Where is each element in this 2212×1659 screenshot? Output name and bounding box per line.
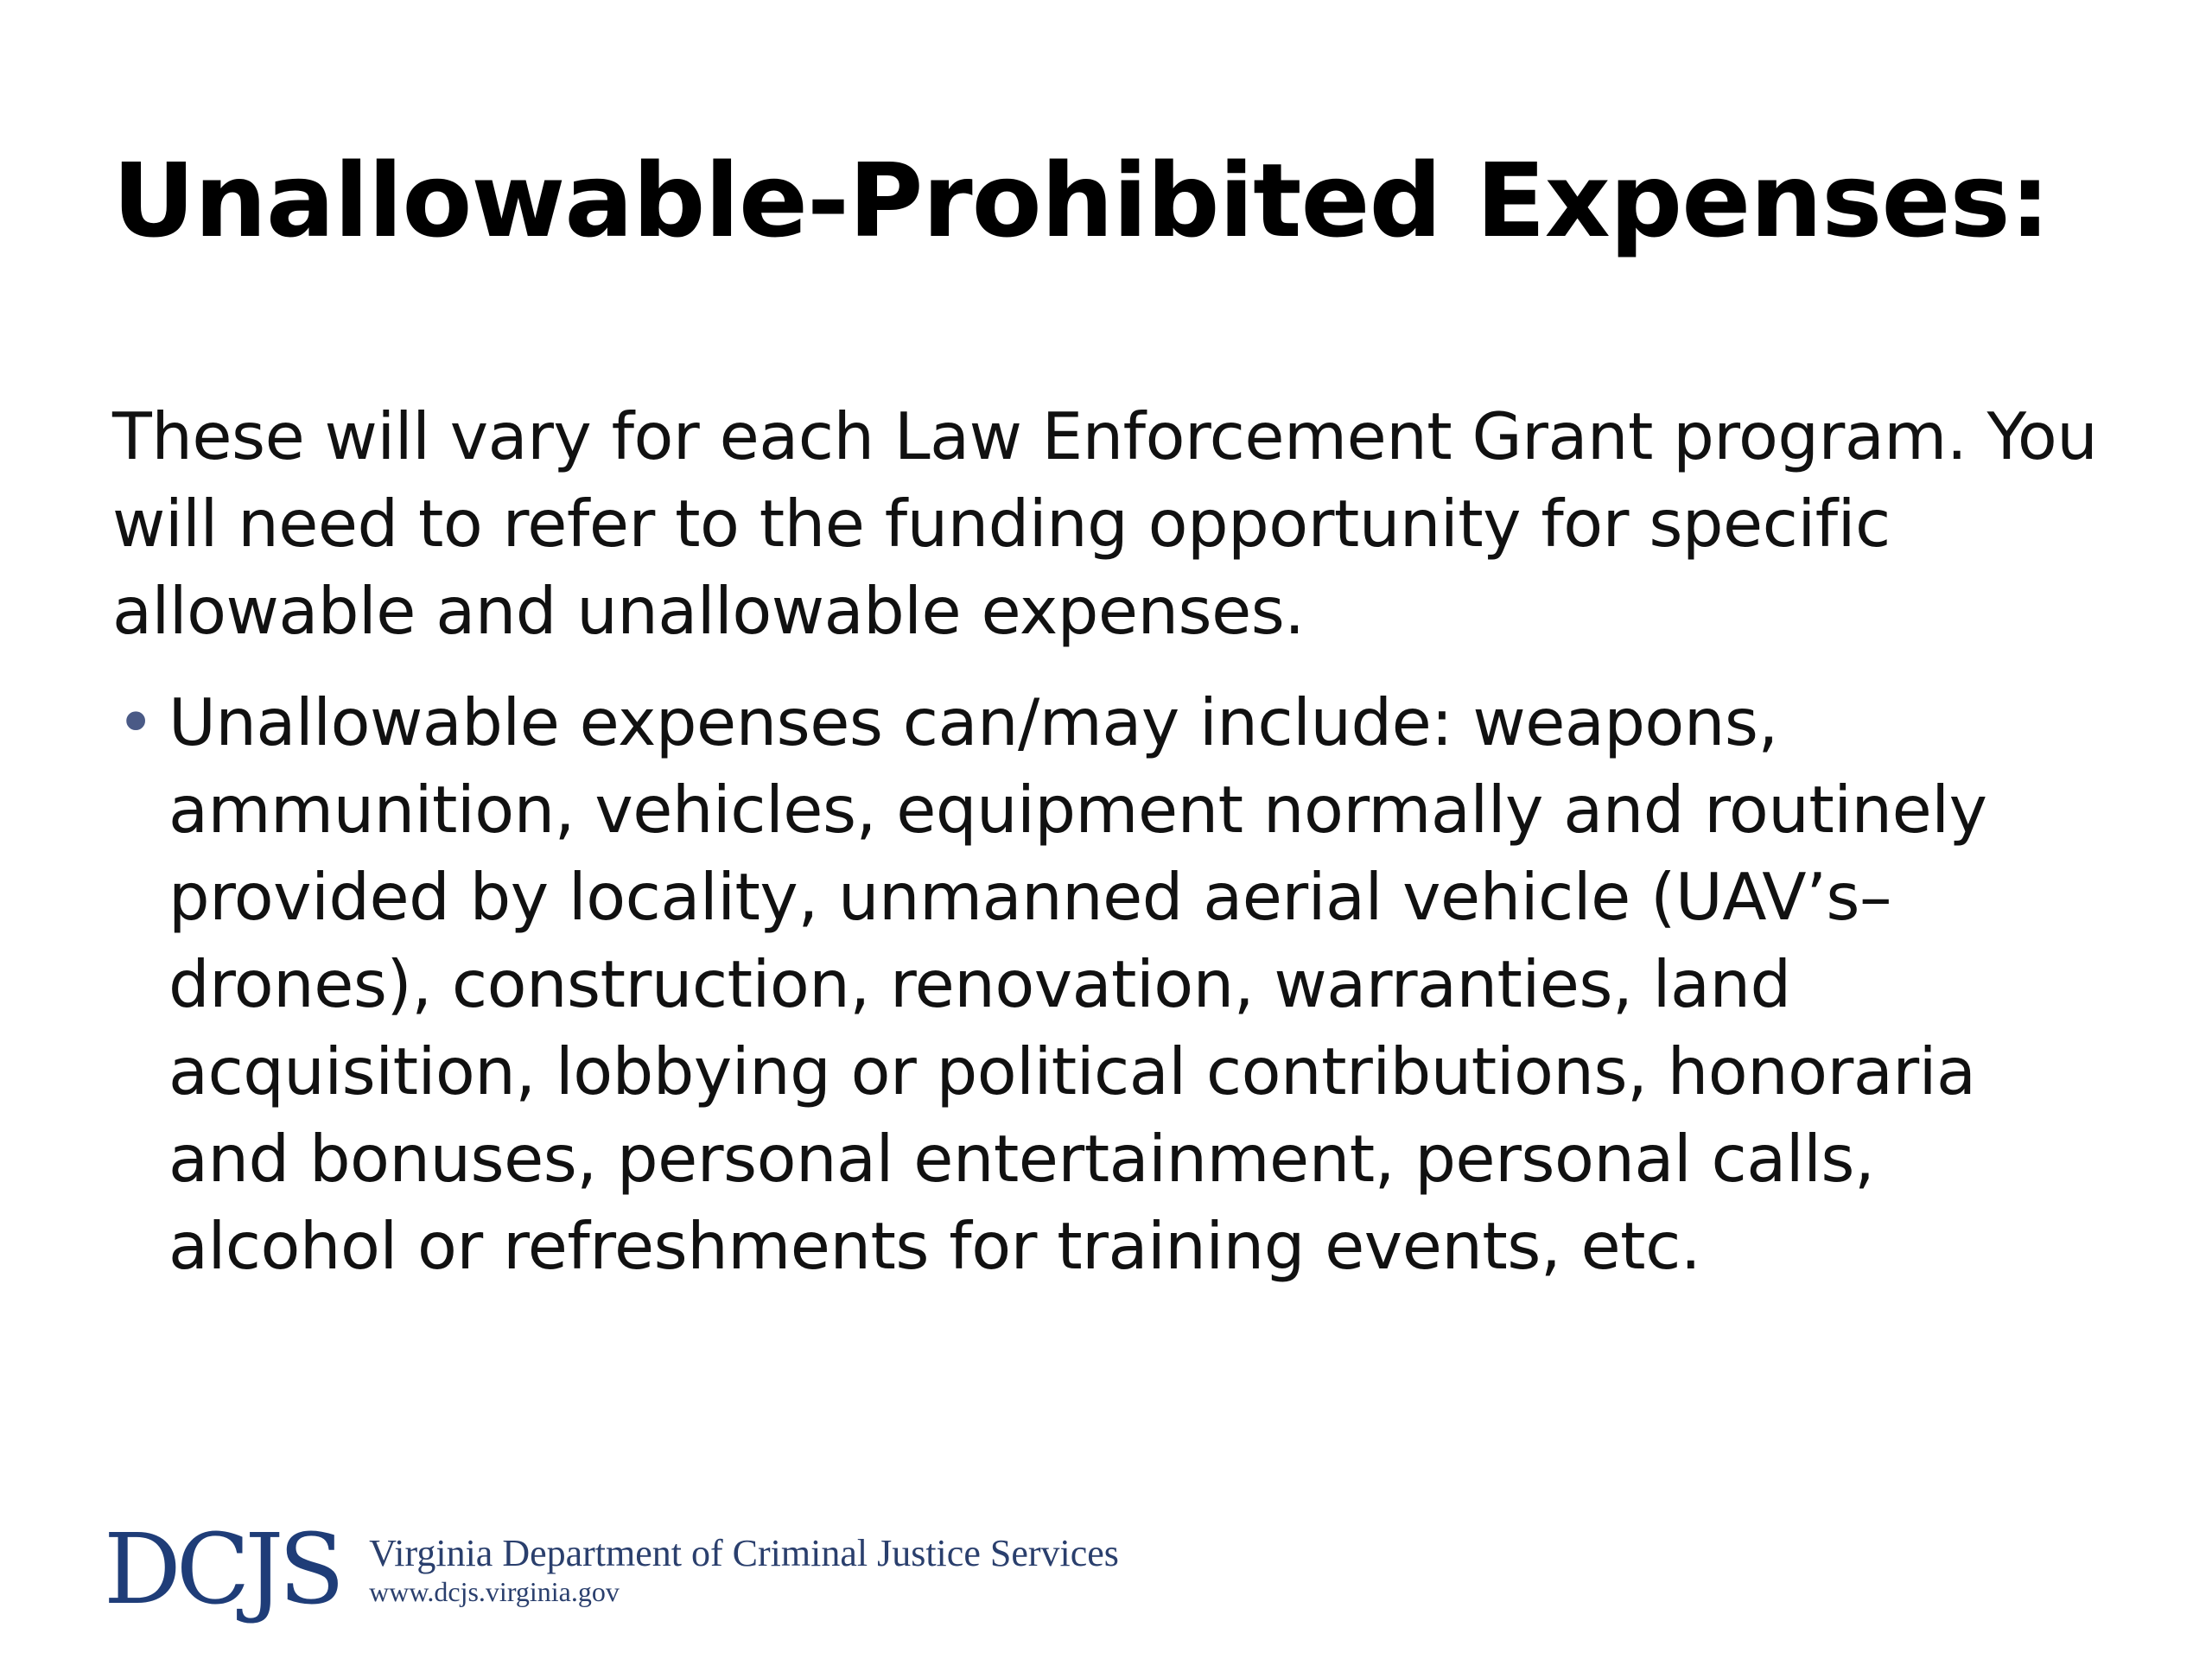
logo-text <box>369 1532 1119 1608</box>
bullet-text: Unallowable expenses can/may include: weapons, ammunition, vehicles, equipment normally and routinely provided by locality, unmanned aerial vehicle (UAV’s–drones), construction, renovation, warranties, land acquisition, lobbying or political contributions, honoraria and bonuses, personal entertainment, personal calls, alcohol or refreshments for training events, etc. <box>168 684 1987 1284</box>
intro-paragraph: These will vary for each Law Enforcement Grant program. You will need to refer to the funding opportunity for specific allowable and unallowable expenses. <box>112 398 2098 649</box>
footer-logo-block <box>104 1514 1119 1626</box>
bullet-list <box>112 679 2100 1290</box>
org-url: www.dcjs.virginia.gov <box>369 1576 620 1607</box>
slide-title: Unallowable-Prohibited Expenses: <box>112 141 2050 260</box>
bullet-item <box>112 679 2100 1290</box>
dcjs-logo: DCJS <box>104 1514 340 1626</box>
slide-body <box>112 393 2100 1290</box>
org-name: Virginia Department of Criminal Justice Services <box>369 1532 1119 1574</box>
bullet-dot-icon: • <box>117 684 155 760</box>
